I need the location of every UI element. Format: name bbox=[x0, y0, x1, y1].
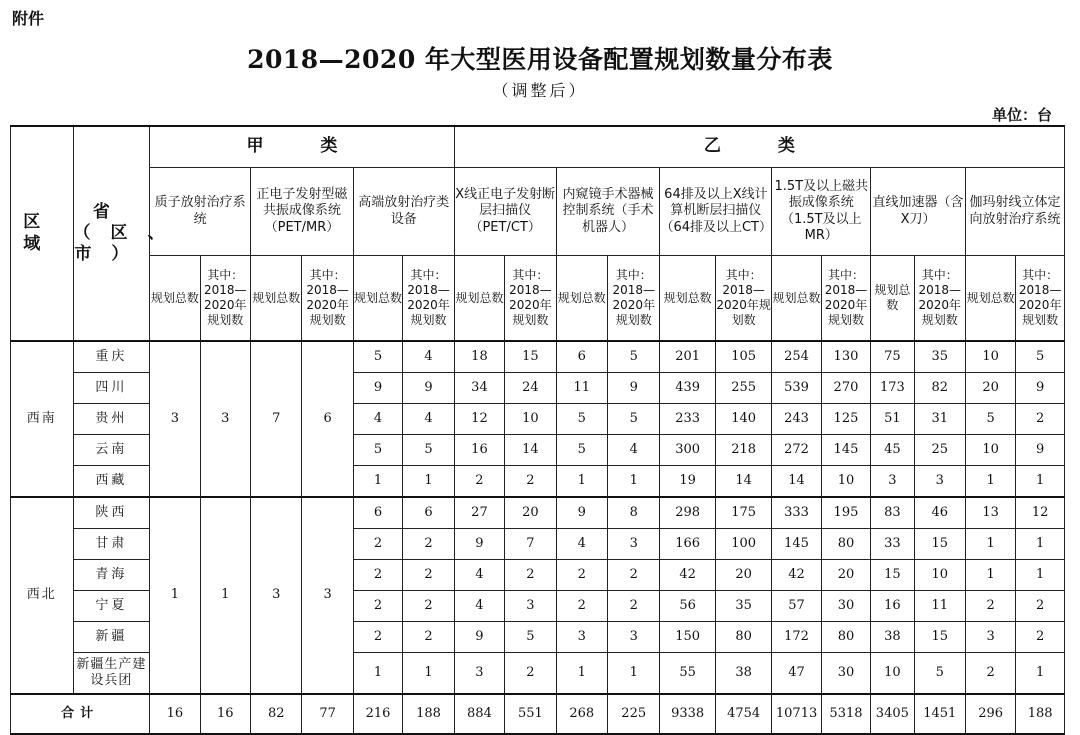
value-cell: 9 bbox=[353, 373, 402, 404]
value-cell: 2 bbox=[403, 622, 454, 653]
page-subtitle: （调整后） bbox=[492, 81, 588, 100]
province-cell: 青海 bbox=[73, 560, 150, 591]
value-cell: 42 bbox=[772, 560, 821, 591]
sub-header-total: 规划总数 bbox=[772, 256, 821, 342]
sub-header-total: 规划总数 bbox=[556, 256, 607, 342]
total-value-cell: 9338 bbox=[660, 694, 715, 734]
province-cell: 宁夏 bbox=[73, 591, 150, 622]
device-header: 高端放射治疗类设备 bbox=[353, 168, 454, 256]
region-cell: 西北 bbox=[11, 497, 74, 694]
sub-header-period: 其中：2018—2020年规划数 bbox=[914, 256, 965, 342]
province-cell: 甘肃 bbox=[73, 529, 150, 560]
value-cell: 2 bbox=[403, 560, 454, 591]
province-cell: 西藏 bbox=[73, 466, 150, 498]
device-header: 64排及以上X线计算机断层扫描仪（64排及以上CT） bbox=[660, 168, 772, 256]
value-cell: 5 bbox=[353, 435, 402, 466]
value-cell: 2 bbox=[505, 560, 556, 591]
value-cell: 243 bbox=[772, 404, 821, 435]
value-cell: 1 bbox=[965, 529, 1015, 560]
value-cell: 333 bbox=[772, 497, 821, 529]
value-cell: 4 bbox=[403, 404, 454, 435]
value-cell: 12 bbox=[454, 404, 504, 435]
sub-header-period: 其中：2018—2020年规划数 bbox=[1016, 256, 1065, 342]
merged-value-cell: 7 bbox=[251, 341, 302, 497]
device-header: X线正电子发射断层扫描仪（PET/CT） bbox=[454, 168, 556, 256]
total-value-cell: 188 bbox=[403, 694, 454, 734]
value-cell: 439 bbox=[660, 373, 715, 404]
merged-value-cell: 3 bbox=[302, 497, 353, 694]
total-value-cell: 551 bbox=[505, 694, 556, 734]
value-cell: 5 bbox=[965, 404, 1015, 435]
value-cell: 13 bbox=[965, 497, 1015, 529]
province-cell: 云南 bbox=[73, 435, 150, 466]
value-cell: 1 bbox=[403, 466, 454, 498]
value-cell: 2 bbox=[454, 466, 504, 498]
value-cell: 233 bbox=[660, 404, 715, 435]
value-cell: 2 bbox=[353, 560, 402, 591]
value-cell: 20 bbox=[821, 560, 870, 591]
attachment-label: 附件 bbox=[12, 9, 45, 28]
value-cell: 75 bbox=[871, 341, 914, 373]
value-cell: 9 bbox=[608, 373, 660, 404]
value-cell: 11 bbox=[914, 591, 965, 622]
value-cell: 10 bbox=[965, 435, 1015, 466]
total-value-cell: 3405 bbox=[871, 694, 914, 734]
value-cell: 125 bbox=[821, 404, 870, 435]
header-province: 省（区、市） bbox=[73, 126, 150, 341]
value-cell: 83 bbox=[871, 497, 914, 529]
value-cell: 1 bbox=[1016, 466, 1065, 498]
value-cell: 5 bbox=[556, 435, 607, 466]
total-row bbox=[11, 694, 1065, 734]
header-region: 区域 bbox=[11, 126, 74, 341]
value-cell: 9 bbox=[1016, 373, 1065, 404]
value-cell: 24 bbox=[505, 373, 556, 404]
total-value-cell: 216 bbox=[353, 694, 402, 734]
value-cell: 35 bbox=[715, 591, 771, 622]
province-cell: 重庆 bbox=[73, 341, 150, 373]
total-value-cell: 82 bbox=[251, 694, 302, 734]
value-cell: 2 bbox=[965, 591, 1015, 622]
value-cell: 18 bbox=[454, 341, 504, 373]
value-cell: 201 bbox=[660, 341, 715, 373]
value-cell: 16 bbox=[871, 591, 914, 622]
sub-header-period: 其中：2018—2020年规划数 bbox=[821, 256, 870, 342]
sub-header-total: 规划总数 bbox=[871, 256, 914, 342]
total-label: 合计 bbox=[11, 694, 150, 734]
value-cell: 1 bbox=[353, 653, 402, 695]
value-cell: 9 bbox=[454, 622, 504, 653]
value-cell: 8 bbox=[608, 497, 660, 529]
value-cell: 10 bbox=[505, 404, 556, 435]
value-cell: 3 bbox=[608, 622, 660, 653]
value-cell: 5 bbox=[353, 341, 402, 373]
value-cell: 2 bbox=[1016, 591, 1065, 622]
device-header: 伽玛射线立体定向放射治疗系统 bbox=[965, 168, 1064, 256]
distribution-table bbox=[10, 125, 1065, 735]
value-cell: 82 bbox=[914, 373, 965, 404]
value-cell: 5 bbox=[556, 404, 607, 435]
value-cell: 5 bbox=[403, 435, 454, 466]
total-value-cell: 4754 bbox=[715, 694, 771, 734]
value-cell: 6 bbox=[403, 497, 454, 529]
value-cell: 1 bbox=[403, 653, 454, 695]
value-cell: 80 bbox=[821, 622, 870, 653]
value-cell: 1 bbox=[1016, 529, 1065, 560]
value-cell: 3 bbox=[914, 466, 965, 498]
value-cell: 2 bbox=[556, 591, 607, 622]
subheader-row bbox=[11, 256, 1065, 342]
value-cell: 2 bbox=[403, 529, 454, 560]
category-row bbox=[11, 126, 1065, 168]
value-cell: 31 bbox=[914, 404, 965, 435]
value-cell: 218 bbox=[715, 435, 771, 466]
value-cell: 2 bbox=[353, 591, 402, 622]
total-value-cell: 225 bbox=[608, 694, 660, 734]
value-cell: 1 bbox=[556, 466, 607, 498]
value-cell: 3 bbox=[505, 591, 556, 622]
value-cell: 145 bbox=[772, 529, 821, 560]
value-cell: 35 bbox=[914, 341, 965, 373]
value-cell: 100 bbox=[715, 529, 771, 560]
value-cell: 15 bbox=[914, 622, 965, 653]
value-cell: 1 bbox=[1016, 560, 1065, 591]
value-cell: 15 bbox=[871, 560, 914, 591]
value-cell: 1 bbox=[1016, 653, 1065, 695]
value-cell: 51 bbox=[871, 404, 914, 435]
value-cell: 47 bbox=[772, 653, 821, 695]
value-cell: 145 bbox=[821, 435, 870, 466]
value-cell: 140 bbox=[715, 404, 771, 435]
value-cell: 38 bbox=[715, 653, 771, 695]
value-cell: 4 bbox=[454, 560, 504, 591]
value-cell: 105 bbox=[715, 341, 771, 373]
sub-header-period: 其中：2018—2020年规划数 bbox=[200, 256, 250, 342]
value-cell: 30 bbox=[821, 653, 870, 695]
value-cell: 539 bbox=[772, 373, 821, 404]
value-cell: 1 bbox=[965, 560, 1015, 591]
value-cell: 5 bbox=[914, 653, 965, 695]
province-cell: 新疆生产建设兵团 bbox=[73, 653, 150, 695]
value-cell: 30 bbox=[821, 591, 870, 622]
value-cell: 1 bbox=[608, 466, 660, 498]
merged-value-cell: 3 bbox=[150, 341, 200, 497]
value-cell: 55 bbox=[660, 653, 715, 695]
device-header: 内窥镜手术器械控制系统（手术机器人） bbox=[556, 168, 660, 256]
value-cell: 12 bbox=[1016, 497, 1065, 529]
value-cell: 10 bbox=[821, 466, 870, 498]
value-cell: 5 bbox=[608, 341, 660, 373]
value-cell: 166 bbox=[660, 529, 715, 560]
sub-header-total: 规划总数 bbox=[965, 256, 1015, 342]
value-cell: 2 bbox=[353, 622, 402, 653]
value-cell: 34 bbox=[454, 373, 504, 404]
value-cell: 27 bbox=[454, 497, 504, 529]
category-b-header: 乙 类 bbox=[454, 126, 1064, 168]
value-cell: 56 bbox=[660, 591, 715, 622]
table-row bbox=[11, 497, 1065, 529]
value-cell: 4 bbox=[454, 591, 504, 622]
sub-header-period: 其中：2018—2020年规划数 bbox=[302, 256, 353, 342]
total-value-cell: 1451 bbox=[914, 694, 965, 734]
value-cell: 2 bbox=[608, 560, 660, 591]
value-cell: 254 bbox=[772, 341, 821, 373]
value-cell: 4 bbox=[353, 404, 402, 435]
value-cell: 5 bbox=[608, 404, 660, 435]
value-cell: 6 bbox=[556, 341, 607, 373]
value-cell: 80 bbox=[821, 529, 870, 560]
province-cell: 新疆 bbox=[73, 622, 150, 653]
value-cell: 57 bbox=[772, 591, 821, 622]
value-cell: 16 bbox=[454, 435, 504, 466]
total-value-cell: 268 bbox=[556, 694, 607, 734]
value-cell: 3 bbox=[965, 622, 1015, 653]
value-cell: 2 bbox=[505, 466, 556, 498]
value-cell: 10 bbox=[965, 341, 1015, 373]
value-cell: 20 bbox=[715, 560, 771, 591]
value-cell: 2 bbox=[353, 529, 402, 560]
merged-value-cell: 1 bbox=[150, 497, 200, 694]
value-cell: 46 bbox=[914, 497, 965, 529]
value-cell: 14 bbox=[772, 466, 821, 498]
sub-header-total: 规划总数 bbox=[353, 256, 402, 342]
sub-header-total: 规划总数 bbox=[454, 256, 504, 342]
value-cell: 14 bbox=[715, 466, 771, 498]
total-value-cell: 77 bbox=[302, 694, 353, 734]
value-cell: 15 bbox=[914, 529, 965, 560]
value-cell: 19 bbox=[660, 466, 715, 498]
value-cell: 175 bbox=[715, 497, 771, 529]
value-cell: 6 bbox=[353, 497, 402, 529]
value-cell: 2 bbox=[1016, 622, 1065, 653]
value-cell: 4 bbox=[403, 341, 454, 373]
value-cell: 5 bbox=[505, 622, 556, 653]
province-cell: 四川 bbox=[73, 373, 150, 404]
total-value-cell: 16 bbox=[150, 694, 200, 734]
value-cell: 45 bbox=[871, 435, 914, 466]
value-cell: 20 bbox=[965, 373, 1015, 404]
value-cell: 9 bbox=[556, 497, 607, 529]
value-cell: 10 bbox=[914, 560, 965, 591]
device-header: 质子放射治疗系统 bbox=[150, 168, 251, 256]
value-cell: 7 bbox=[505, 529, 556, 560]
value-cell: 150 bbox=[660, 622, 715, 653]
value-cell: 4 bbox=[608, 435, 660, 466]
merged-value-cell: 3 bbox=[200, 341, 250, 497]
value-cell: 172 bbox=[772, 622, 821, 653]
value-cell: 3 bbox=[871, 466, 914, 498]
value-cell: 3 bbox=[556, 622, 607, 653]
value-cell: 80 bbox=[715, 622, 771, 653]
value-cell: 3 bbox=[608, 529, 660, 560]
merged-value-cell: 6 bbox=[302, 341, 353, 497]
value-cell: 255 bbox=[715, 373, 771, 404]
value-cell: 2 bbox=[1016, 404, 1065, 435]
device-header: 1.5T及以上磁共振成像系统（1.5T及以上 MR） bbox=[772, 168, 871, 256]
value-cell: 173 bbox=[871, 373, 914, 404]
value-cell: 9 bbox=[1016, 435, 1065, 466]
total-value-cell: 10713 bbox=[772, 694, 821, 734]
sub-header-total: 规划总数 bbox=[150, 256, 200, 342]
total-value-cell: 884 bbox=[454, 694, 504, 734]
value-cell: 33 bbox=[871, 529, 914, 560]
value-cell: 4 bbox=[556, 529, 607, 560]
value-cell: 10 bbox=[871, 653, 914, 695]
value-cell: 3 bbox=[454, 653, 504, 695]
total-value-cell: 16 bbox=[200, 694, 250, 734]
value-cell: 270 bbox=[821, 373, 870, 404]
device-header: 正电子发射型磁共振成像系统（PET/MR） bbox=[251, 168, 354, 256]
value-cell: 38 bbox=[871, 622, 914, 653]
value-cell: 195 bbox=[821, 497, 870, 529]
value-cell: 130 bbox=[821, 341, 870, 373]
value-cell: 2 bbox=[505, 653, 556, 695]
value-cell: 20 bbox=[505, 497, 556, 529]
merged-value-cell: 3 bbox=[251, 497, 302, 694]
value-cell: 42 bbox=[660, 560, 715, 591]
value-cell: 9 bbox=[454, 529, 504, 560]
value-cell: 2 bbox=[608, 591, 660, 622]
province-cell: 贵州 bbox=[73, 404, 150, 435]
value-cell: 11 bbox=[556, 373, 607, 404]
value-cell: 1 bbox=[556, 653, 607, 695]
value-cell: 2 bbox=[556, 560, 607, 591]
value-cell: 272 bbox=[772, 435, 821, 466]
value-cell: 1 bbox=[965, 466, 1015, 498]
category-a-header: 甲 类 bbox=[150, 126, 455, 168]
value-cell: 1 bbox=[608, 653, 660, 695]
value-cell: 1 bbox=[353, 466, 402, 498]
value-cell: 9 bbox=[403, 373, 454, 404]
value-cell: 25 bbox=[914, 435, 965, 466]
sub-header-period: 其中：2018—2020年规划数 bbox=[505, 256, 556, 342]
device-header: 直线加速器（含X刀） bbox=[871, 168, 966, 256]
value-cell: 2 bbox=[403, 591, 454, 622]
sub-header-total: 规划总数 bbox=[660, 256, 715, 342]
value-cell: 2 bbox=[965, 653, 1015, 695]
sub-header-period: 其中：2018—2020年规划数 bbox=[403, 256, 454, 342]
value-cell: 298 bbox=[660, 497, 715, 529]
total-value-cell: 188 bbox=[1016, 694, 1065, 734]
table-row bbox=[11, 341, 1065, 373]
value-cell: 14 bbox=[505, 435, 556, 466]
merged-value-cell: 1 bbox=[200, 497, 250, 694]
province-cell: 陕西 bbox=[73, 497, 150, 529]
value-cell: 15 bbox=[505, 341, 556, 373]
unit-label: 单位：台 bbox=[991, 106, 1052, 124]
value-cell: 5 bbox=[1016, 341, 1065, 373]
sub-header-total: 规划总数 bbox=[251, 256, 302, 342]
region-cell: 西南 bbox=[11, 341, 74, 497]
total-value-cell: 5318 bbox=[821, 694, 870, 734]
total-value-cell: 296 bbox=[965, 694, 1015, 734]
sub-header-period: 其中：2018—2020年规划数 bbox=[608, 256, 660, 342]
page-title: 2018—2020 年大型医用设备配置规划数量分布表 bbox=[247, 45, 833, 74]
value-cell: 300 bbox=[660, 435, 715, 466]
sub-header-period: 其中：2018—2020年规划数 bbox=[715, 256, 771, 342]
